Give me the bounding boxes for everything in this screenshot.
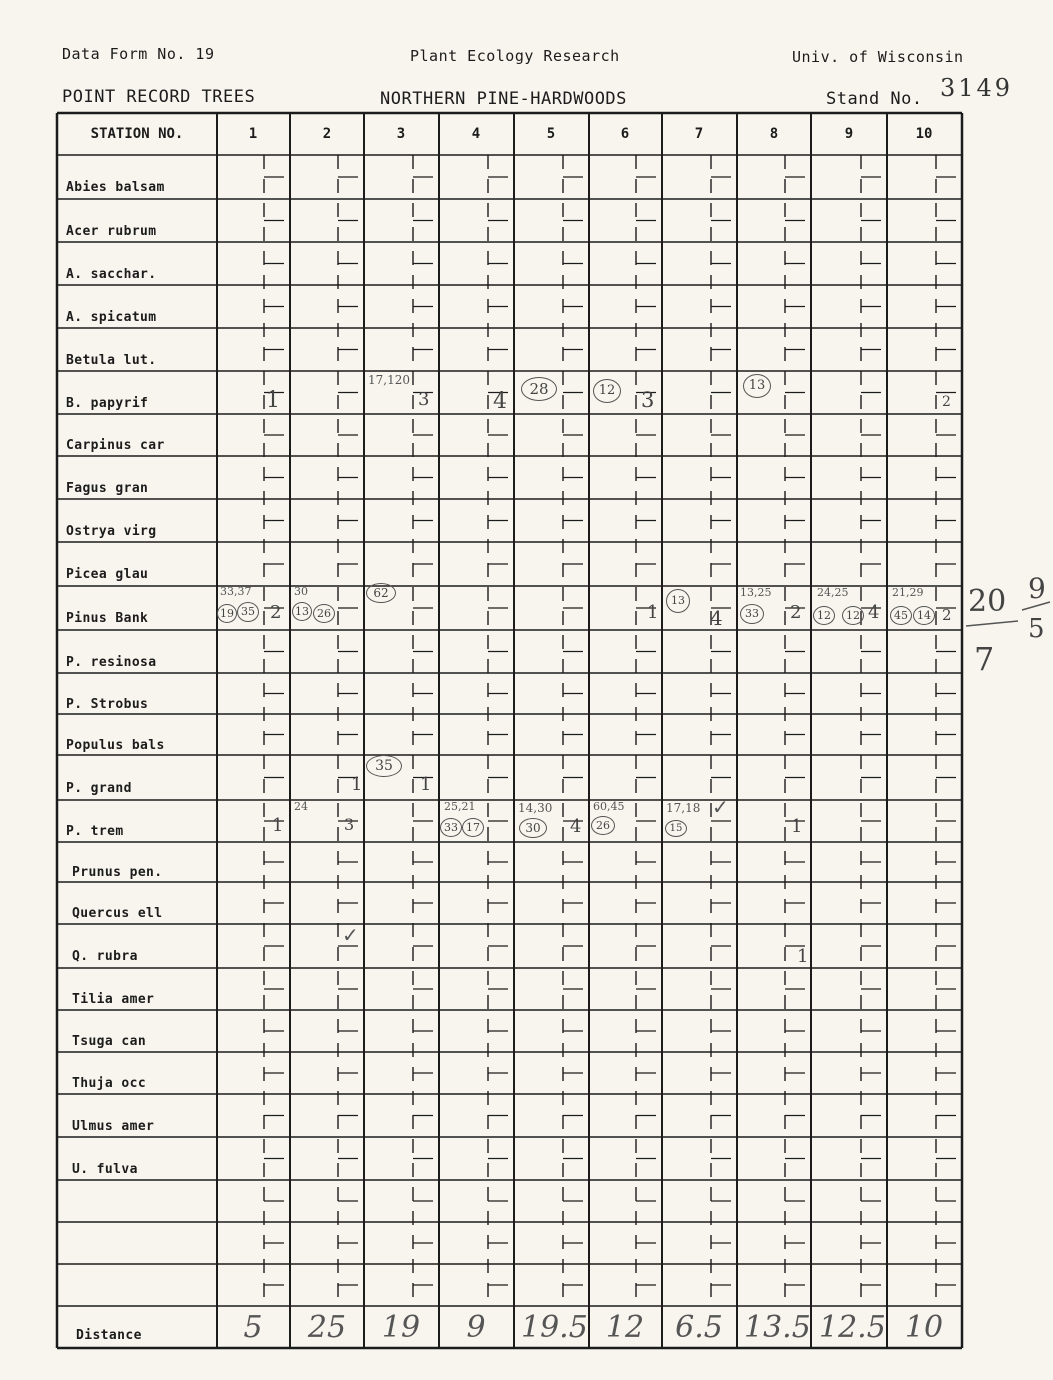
note-papyrif-s3: 17,120 xyxy=(368,373,410,387)
tally-trem-s1: 1 xyxy=(272,815,284,836)
distance-value-10: 10 xyxy=(904,1310,944,1345)
circle-trem-s4-b: 17 xyxy=(462,818,484,837)
tally-grand-s2: 1 xyxy=(351,774,363,795)
margin-note-top: 20 xyxy=(968,584,1007,619)
circle-pinus-s7: 13 xyxy=(666,589,690,613)
note-trem-s4: 25,21 xyxy=(444,800,476,813)
form-title: POINT RECORD TREES xyxy=(62,87,256,107)
tally-trem-s5: 4 xyxy=(570,816,582,837)
station-number-2: 2 xyxy=(322,126,332,142)
tally-pinus-s9: 4 xyxy=(868,602,880,623)
stand-number: 3149 xyxy=(940,74,1014,102)
distance-value-1: 5 xyxy=(243,1310,263,1345)
distance-value-5: 19.5 xyxy=(521,1310,588,1345)
species-label: U. fulva xyxy=(72,1161,138,1177)
tally-pinus-s6: 1 xyxy=(647,602,659,623)
circle-trem-s6: 26 xyxy=(591,816,615,835)
circle-pinus-s10-a: 45 xyxy=(890,606,912,625)
species-label: Thuja occ xyxy=(72,1076,147,1091)
distance-label: Distance xyxy=(76,1328,142,1343)
station-number-6: 6 xyxy=(620,126,630,142)
circle-pinus-s3: 62 xyxy=(366,583,396,603)
species-label: Abies balsam xyxy=(66,180,165,195)
station-number-1: 1 xyxy=(248,126,258,142)
circle-pinus-s10-b: 14 xyxy=(913,606,935,625)
circle-papyrif-s6: 12 xyxy=(593,379,621,403)
distance-value-8: 13.5 xyxy=(744,1310,811,1345)
species-label: Tsuga can xyxy=(72,1034,147,1049)
tally-papyrif-s1: 1 xyxy=(266,388,280,413)
station-number-9: 9 xyxy=(844,126,854,142)
circle-pinus-s1-a: 19 xyxy=(217,604,237,623)
margin-note-bottom-right: 5 xyxy=(1028,614,1045,644)
distance-value-9: 12.5 xyxy=(819,1310,886,1345)
station-number-7: 7 xyxy=(694,126,704,142)
margin-note-top-right: 9 xyxy=(1028,572,1046,605)
check-mark-icon: ✓ xyxy=(342,923,359,947)
distance-value-7: 6.5 xyxy=(675,1310,723,1345)
note-trem-s7: 17,18 xyxy=(666,801,701,815)
note-trem-s5: 14,30 xyxy=(518,801,553,815)
note-pinus-s8: 13,25 xyxy=(740,586,772,599)
species-label: Prunus pen. xyxy=(72,865,163,880)
station-number-10: 10 xyxy=(915,126,933,142)
station-header: STATION NO. xyxy=(90,126,184,142)
species-label: A. sacchar. xyxy=(66,266,157,282)
species-label: A. spicatum xyxy=(66,309,157,325)
species-label: Acer rubrum xyxy=(66,223,157,239)
circle-grand-s3: 35 xyxy=(366,755,402,777)
note-pinus-s1: 33,37 xyxy=(220,585,252,598)
tally-trem-s2: 3 xyxy=(344,815,355,834)
species-label: P. resinosa xyxy=(66,654,157,670)
organization: Plant Ecology Research xyxy=(410,47,620,65)
species-label: Fagus gran xyxy=(66,480,149,496)
tally-rubra-s8: 1 xyxy=(797,946,809,967)
station-number-3: 3 xyxy=(396,126,406,142)
margin-note-bottom: 7 xyxy=(974,640,995,678)
distance-value-3: 19 xyxy=(381,1310,421,1345)
circle-trem-s4-a: 33 xyxy=(440,818,462,837)
species-label: Betula lut. xyxy=(66,352,157,368)
circle-papyrif-s5: 28 xyxy=(521,377,557,401)
station-number-5: 5 xyxy=(546,126,556,142)
tally-pinus-s10: 2 xyxy=(942,606,952,624)
tally-pinus-s1: 2 xyxy=(270,602,282,623)
station-number-4: 4 xyxy=(471,126,481,142)
circle-pinus-s1-b: 35 xyxy=(237,602,259,622)
check-mark-icon: ✓ xyxy=(712,795,729,819)
tally-papyrif-s10: 2 xyxy=(942,394,951,410)
note-trem-s2: 24 xyxy=(294,800,308,813)
form-number: Data Form No. 19 xyxy=(62,45,215,63)
species-label: B. papyrif xyxy=(66,395,149,411)
circle-trem-s5: 30 xyxy=(519,818,547,838)
circle-trem-s7: 15 xyxy=(665,820,687,837)
tally-papyrif-s6: 3 xyxy=(641,388,655,412)
note-pinus-s2: 30 xyxy=(294,585,308,598)
species-label: Pinus Bank xyxy=(66,611,149,626)
species-label: P. grand xyxy=(66,780,132,796)
species-label: P. trem xyxy=(66,824,124,839)
species-label: Tilia amer xyxy=(72,992,155,1007)
tally-papyrif-s3: 3 xyxy=(418,389,430,410)
species-label: Ostrya virg xyxy=(66,523,157,539)
species-label: P. Strobus xyxy=(66,696,149,712)
community-title: NORTHERN PINE-HARDWOODS xyxy=(380,89,627,109)
circle-pinus-s9-a: 12 xyxy=(813,606,835,625)
stand-label: Stand No. xyxy=(826,89,923,109)
tally-grand-s3: 1 xyxy=(420,774,432,795)
tally-pinus-s8: 2 xyxy=(790,602,802,623)
species-label: Populus bals xyxy=(66,737,165,753)
distance-value-2: 25 xyxy=(307,1310,347,1345)
note-pinus-s9: 24,25 xyxy=(817,586,849,599)
circle-pinus-s2-b: 26 xyxy=(313,604,335,623)
circle-pinus-s8: 33 xyxy=(740,604,764,624)
station-number-8: 8 xyxy=(769,126,779,142)
species-label: Carpinus car xyxy=(66,438,165,453)
university: Univ. of Wisconsin xyxy=(792,48,964,66)
distance-value-6: 12 xyxy=(605,1310,645,1345)
species-label: Quercus ell xyxy=(72,906,163,921)
species-label: Q. rubra xyxy=(72,949,138,964)
species-label: Ulmus amer xyxy=(72,1118,155,1134)
tally-trem-s8: 1 xyxy=(791,816,803,837)
circle-pinus-s2-a: 13 xyxy=(292,602,312,621)
note-pinus-s10: 21,29 xyxy=(892,586,924,599)
circle-papyrif-s8: 13 xyxy=(743,374,771,398)
distance-value-4: 9 xyxy=(466,1310,486,1345)
species-label: Picea glau xyxy=(66,567,149,582)
circle-pinus-s9-b: 12 xyxy=(842,606,864,625)
tally-pinus-s7: 4 xyxy=(710,606,723,630)
note-trem-s6: 60,45 xyxy=(593,800,625,813)
tally-papyrif-s4: 4 xyxy=(493,389,507,414)
